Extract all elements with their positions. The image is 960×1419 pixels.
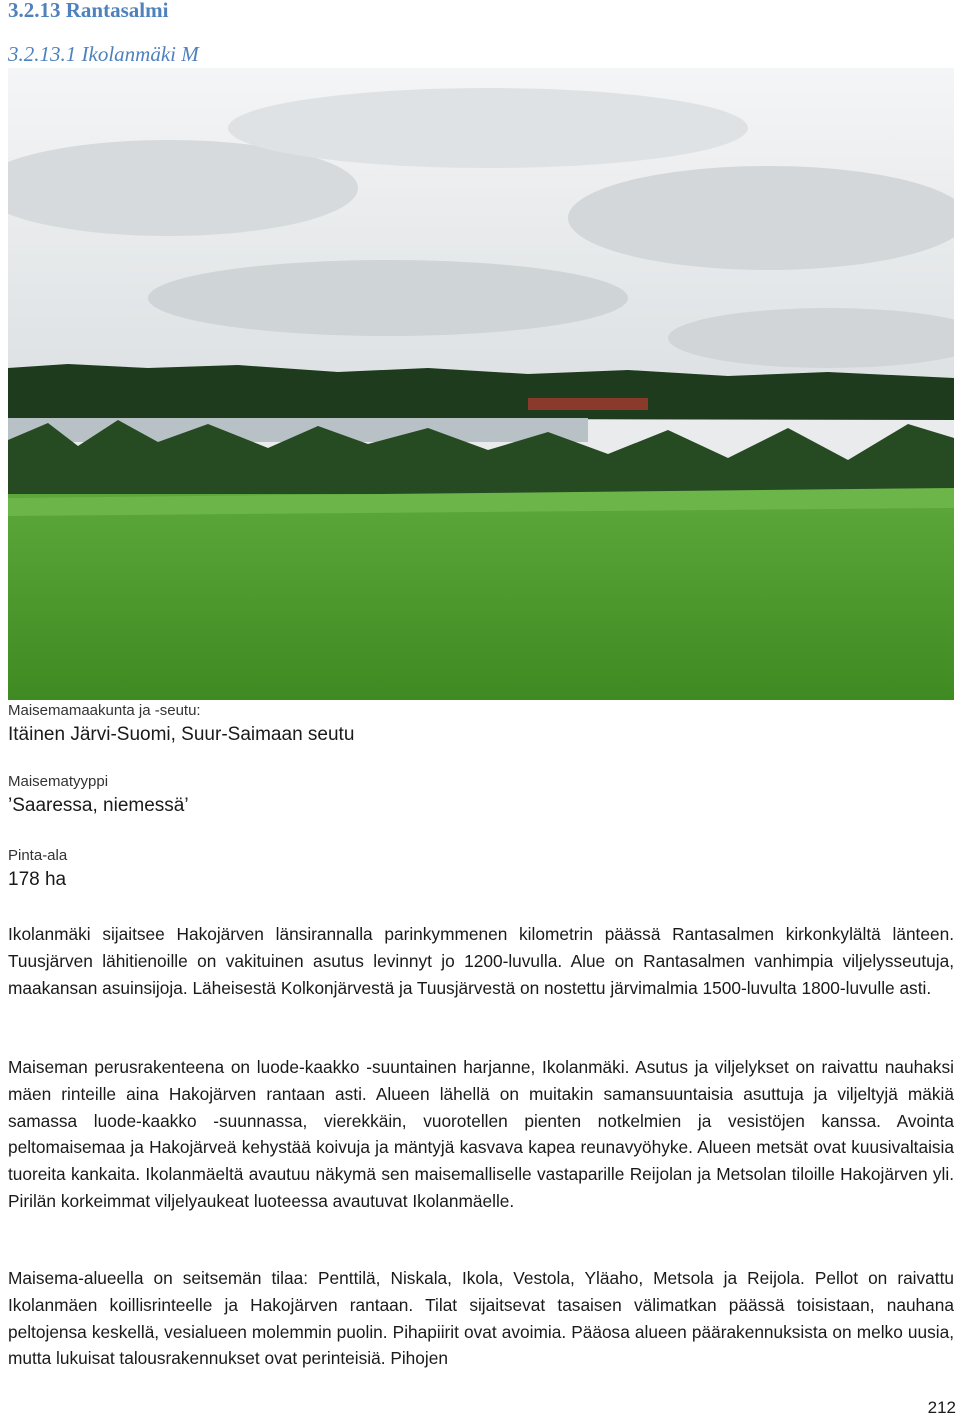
landscape-type-value: ’Saaressa, niemessä’ <box>8 795 189 816</box>
paragraph-location: Ikolanmäki sijaitsee Hakojärven länsirannalla parinkymmenen kilometrin päässä Rantasalmen kirkonkylältä länteen. Tuusjärven lähitienoille on vakituinen asutus levinnyt jo 1200-luvulla. Alue on Rantasalmen vanhimpia viljelysseutuja, maakansan asuinsijoja. Läheisestä Kolkonjärvestä ja Tuusjärvestä on nostettu järvimalmia 1500-luvulta 1800-luvulle asti. <box>8 924 954 998</box>
subsection-heading: 3.2.13.1 Ikolanmäki M <box>8 42 199 66</box>
section-heading: 3.2.13 Rantasalmi <box>8 0 169 22</box>
paragraph-farms: Maisema-alueella on seitsemän tilaa: Penttilä, Niskala, Ikola, Vestola, Yläaho, Metsola ja Reijola. Pellot on raivattu Ikolanmäen koillisrinteelle ja Hakojärven rantaan. Tilat sijaitsevat tasaisen välimatkan päässä toisistaan, nauhana peltojensa keskellä, vesialueen molemmin puolin. Pihapiirit ovat avoimia. Pääosa alueen päärakennuksista on melko uusia, mutta lukuisat talousrakennukset ovat perinteisiä. Pihojen <box>8 1268 954 1369</box>
area-label: Pinta-ala <box>8 847 68 864</box>
region-value: Itäinen Järvi-Suomi, Suur-Saimaan seutu <box>8 724 355 745</box>
page-number: 212 <box>927 1398 956 1417</box>
paragraph-structure: Maiseman perusrakenteena on luode-kaakko -suuntainen harjanne, Ikolanmäki. Asutus ja viljelykset on raivattu nauhaksi mäen rinteille aina Hakojärven rantaan asti. Alueen lähellä on muitakin samansuuntaisia asuttuja ja viljeltyjä mäkiä samassa luode-kaakko -suunnassa, vierekkäin, vuorotellen pienten notkelmien ja vesistöjen kanssa. Avointa peltomaisemaa ja Hakojärveä kehystää koivuja ja mäntyjä kasvava kapea reunavyöhyke. Alueen metsät ovat kuusivaltaisia tuoreita kankaita. Ikolanmäeltä avautuu näkymä sen maisemalliselle vastaparille Reijolan ja Metsolan tiloille Hakojärven yli. Pirilän korkeimmat viljelyaukeat luoteessa avautuvat Ikolanmäelle. <box>8 1057 954 1211</box>
area-value: 178 ha <box>8 869 67 890</box>
landscape-photo <box>8 68 954 700</box>
region-label: Maisemamaakunta ja -seutu: <box>8 702 201 719</box>
landscape-photo-icon <box>8 68 954 700</box>
landscape-type-label: Maisematyyppi <box>8 773 109 790</box>
